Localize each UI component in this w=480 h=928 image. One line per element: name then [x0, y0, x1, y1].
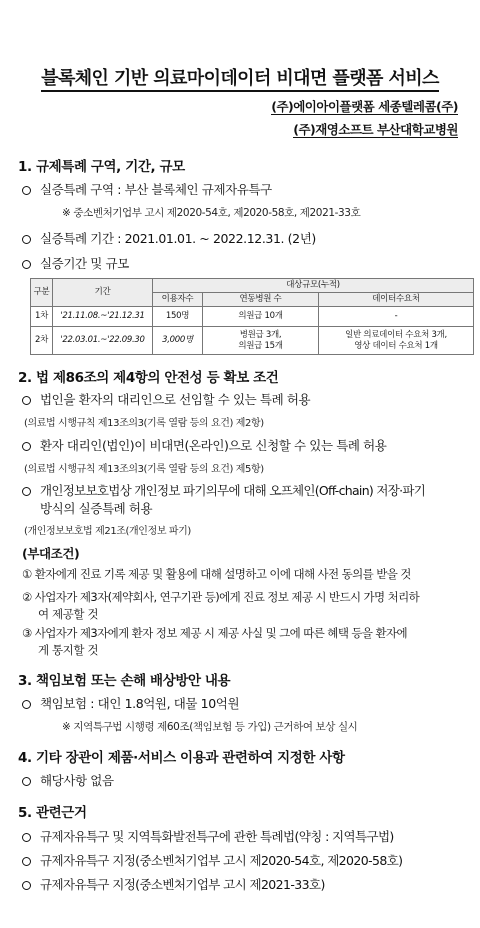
sub-condition-heading: (부대조건) — [22, 546, 80, 561]
header-institutions: 데이터수요처 — [319, 293, 474, 307]
basis-item-2: 규제자유특구 지정(중소벤처기업부 고시 제2020-54호, 제2020-58호) — [22, 851, 402, 869]
cell-period: '22.03.01.~'22.09.30 — [53, 327, 153, 355]
legal-reference-3: (개인정보보호법 제21조(개인정보 파기) — [24, 526, 191, 537]
section-3-heading: 3. 책임보험 또는 손해 배상방안 내용 — [18, 673, 231, 689]
condition-item-1: 법인을 환자의 대리인으로 선임할 수 있는 특례 허용 — [22, 390, 310, 408]
cell-hospitals: 의원급 10개 — [203, 307, 319, 327]
bullet-icon — [22, 857, 31, 866]
insurance-item: 책임보험 : 대인 1.8억원, 대물 10억원 — [22, 694, 239, 712]
bullet-icon — [22, 260, 31, 269]
header-target: 대상규모(누적) — [153, 279, 474, 293]
legal-reference-2: (의료법 시행규칙 제13조의3(기록 열람 등의 요건) 제5항) — [24, 464, 264, 475]
section-2-heading: 2. 법 제86조의 제4항의 안전성 등 확보 조건 — [18, 370, 279, 386]
section-1-heading: 1. 규제특례 구역, 기간, 규모 — [18, 159, 185, 175]
bullet-icon — [22, 396, 31, 405]
sub-condition-3: ③ 사업자가 제3자에게 환자 정보 제공 시 제공 사실 및 그에 따른 혜택 등을 환자에 — [22, 626, 407, 640]
table-row — [31, 327, 474, 355]
insurance-note: ※ 지역특구법 시행령 제60조(책임보험 등 가입) 근거하여 보상 실시 — [62, 721, 358, 733]
scale-item: 실증기간 및 규모 — [22, 254, 129, 272]
header-users: 이용자수 — [153, 293, 203, 307]
cell-users: 3,000명 — [153, 327, 203, 355]
condition-item-3: 개인정보보호법상 개인정보 파기의무에 대해 오프체인(Off-chain) 저장·파기 — [22, 481, 425, 499]
bullet-icon — [22, 442, 31, 451]
cell-phase: 1차 — [31, 307, 53, 327]
cell-users: 150명 — [153, 307, 203, 327]
section-4-heading: 4. 기타 장관이 제품·서비스 이용과 관련하여 지정한 사항 — [18, 750, 345, 766]
scale-table — [30, 278, 474, 355]
cell-phase: 2차 — [31, 327, 53, 355]
cell-institutions: - — [319, 307, 474, 327]
condition-item-3-cont: 방식의 실증특례 허용 — [40, 501, 153, 516]
bullet-icon — [22, 833, 31, 842]
sub-condition-1: ① 환자에게 진료 기록 제공 및 활용에 대해 설명하고 이에 대해 사전 동의를 받을 것 — [22, 567, 411, 581]
bullet-icon — [22, 487, 31, 496]
bullet-icon — [22, 777, 31, 786]
header-period: 기간 — [53, 279, 153, 307]
condition-item-2: 환자 대리인(법인)이 비대면(온라인)으로 신청할 수 있는 특례 허용 — [22, 436, 386, 454]
basis-item-3: 규제자유특구 지정(중소벤처기업부 고시 제2021-33호) — [22, 875, 325, 893]
header-hospitals: 연동병원 수 — [203, 293, 319, 307]
cell-hospitals: 병원급 3개, 의원급 15개 — [203, 327, 319, 355]
zone-item: 실증특례 구역 : 부산 블록체인 규제자유특구 — [22, 180, 272, 198]
org-line-1: (주)에이아이플랫폼 세종텔레콤(주) — [271, 99, 458, 114]
other-item: 해당사항 없음 — [22, 771, 114, 789]
org-line-2: (주)재영소프트 부산대학교병원 — [293, 122, 458, 137]
header-phase: 구분 — [31, 279, 53, 307]
cell-period: '21.11.08.~'21.12.31 — [53, 307, 153, 327]
section-5-heading: 5. 관련근거 — [18, 805, 87, 821]
basis-item-1: 규제자유특구 및 지역특화발전특구에 관한 특례법(약칭 : 지역특구법) — [22, 827, 394, 845]
bullet-icon — [22, 186, 31, 195]
bullet-icon — [22, 881, 31, 890]
legal-reference-1: (의료법 시행규칙 제13조의3(기록 열람 등의 요건) 제2항) — [24, 418, 264, 429]
zone-note: ※ 중소벤처기업부 고시 제2020-54호, 제2020-58호, 제2021-33호 — [62, 207, 361, 219]
bullet-icon — [22, 235, 31, 244]
sub-condition-2-cont: 여 제공할 것 — [38, 607, 99, 621]
sub-condition-2: ② 사업자가 제3자(제약회사, 연구기관 등)에게 진료 정보 제공 시 반드시 가명 처리하 — [22, 590, 420, 604]
table-row — [31, 307, 474, 327]
bullet-icon — [22, 700, 31, 709]
document-title: 블록체인 기반 의료마이데이터 비대면 플랫폼 서비스 — [0, 64, 480, 90]
period-item: 실증특례 기간 : 2021.01.01. ~ 2022.12.31. (2년) — [22, 229, 316, 247]
cell-institutions: 일반 의료데이터 수요처 3개, 영상 데이터 수요처 1개 — [319, 327, 474, 355]
sub-condition-3-cont: 게 통지할 것 — [38, 643, 99, 657]
